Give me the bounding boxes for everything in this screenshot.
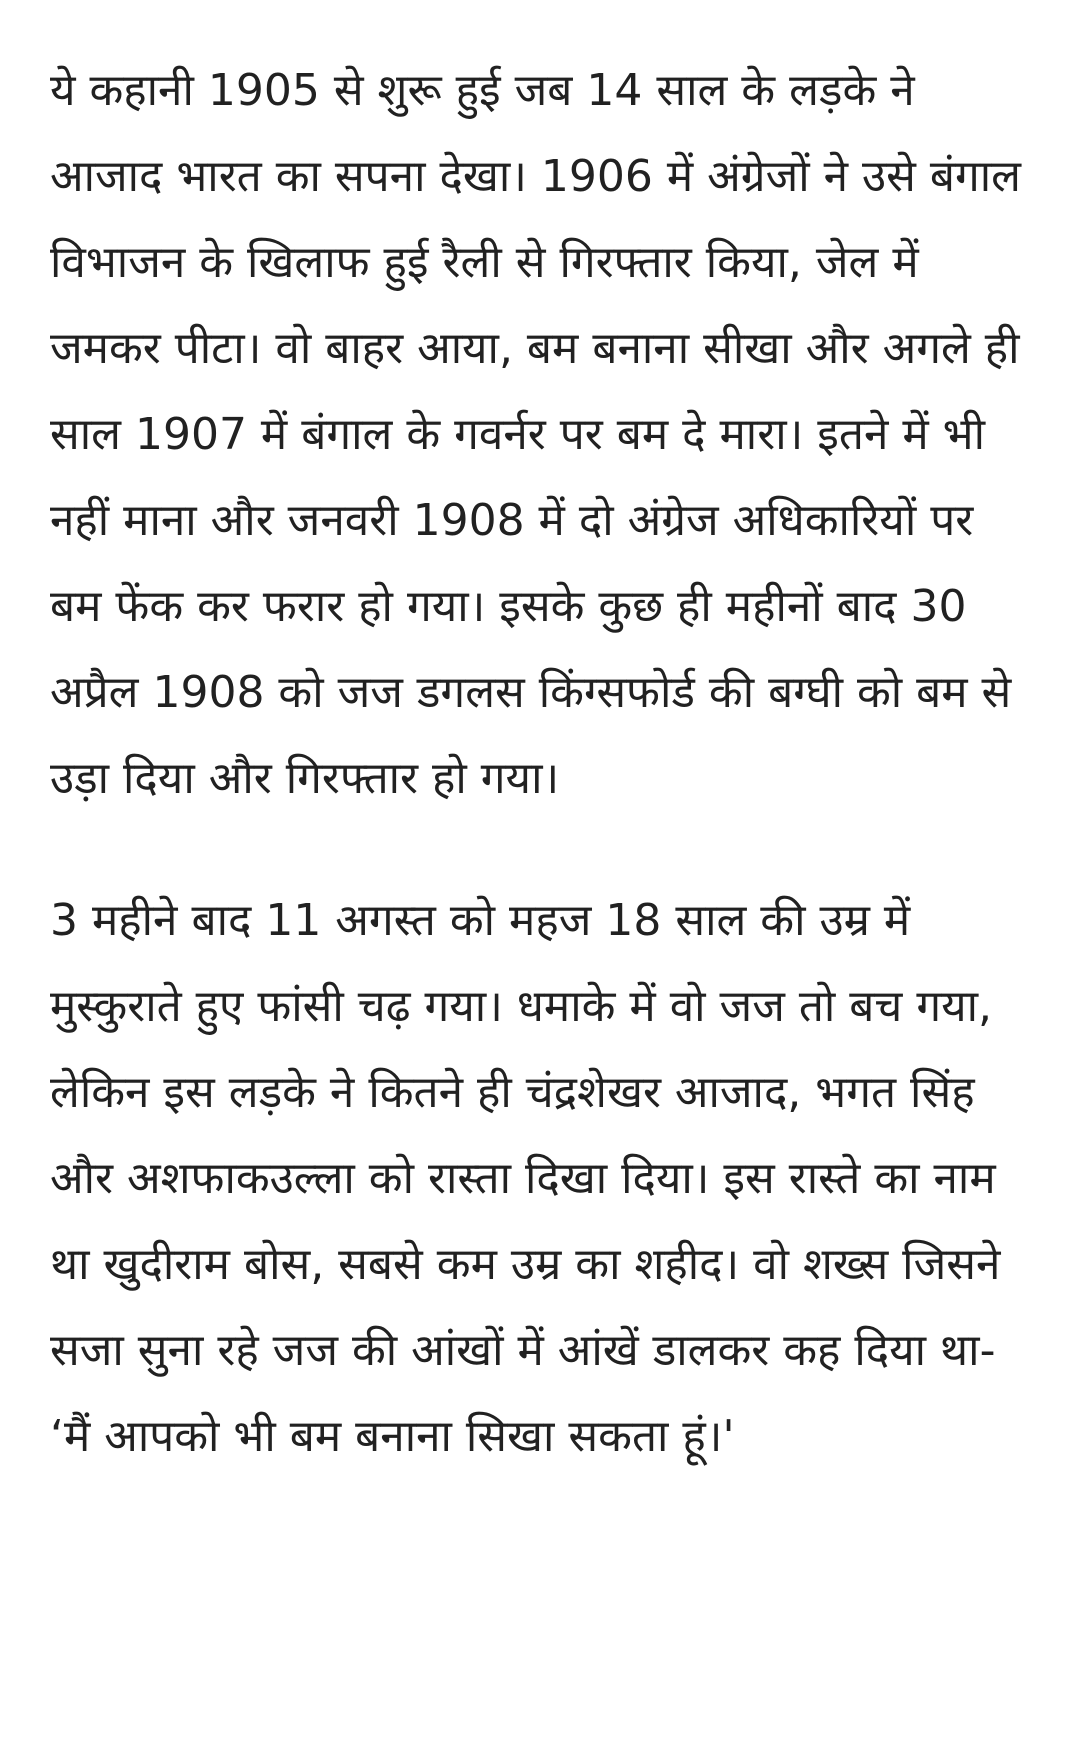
article-paragraph: ये कहानी 1905 से शुरू हुई जब 14 साल के लड़के ने आजाद भारत का सपना देखा। 1906 में अंग्रेजों ने उसे बंगाल विभाजन के खिलाफ हुई रैली से गिरफ्तार किया, जेल में जमकर पीटा। वो बाहर आया, बम बनाना सीखा और अगले ही साल 1907 में बंगाल के गवर्नर पर बम दे मारा। इतने में भी नहीं माना और जनवरी 1908 में दो अंग्रेज अधिकारियों पर बम फेंक कर फरार हो गया। इसके कुछ ही महीनों बाद 30 अप्रैल 1908 को जज डगलस किंग्सफोर्ड की बग्घी को बम से उड़ा दिया और गिरफ्तार हो गया।: [50, 65, 1021, 804]
article-paragraph: 3 महीने बाद 11 अगस्त को महज 18 साल की उम्र में मुस्कुराते हुए फांसी चढ़ गया। धमाके में वो जज तो बच गया, लेकिन इस लड़के ने कितने ही चंद्रशेखर आजाद, भगत सिंह और अशफाकउल्ला को रास्ता दिखा दिया। इस रास्ते का नाम था खुदीराम बोस, सबसे कम उम्र का शहीद। वो शख्स जिसने सजा सुना रहे जज की आंखों में आंखें डालकर कह दिया था- ‘मैं आपको भी बम बनाना सिखा सकता हूं।': [50, 895, 1001, 1462]
